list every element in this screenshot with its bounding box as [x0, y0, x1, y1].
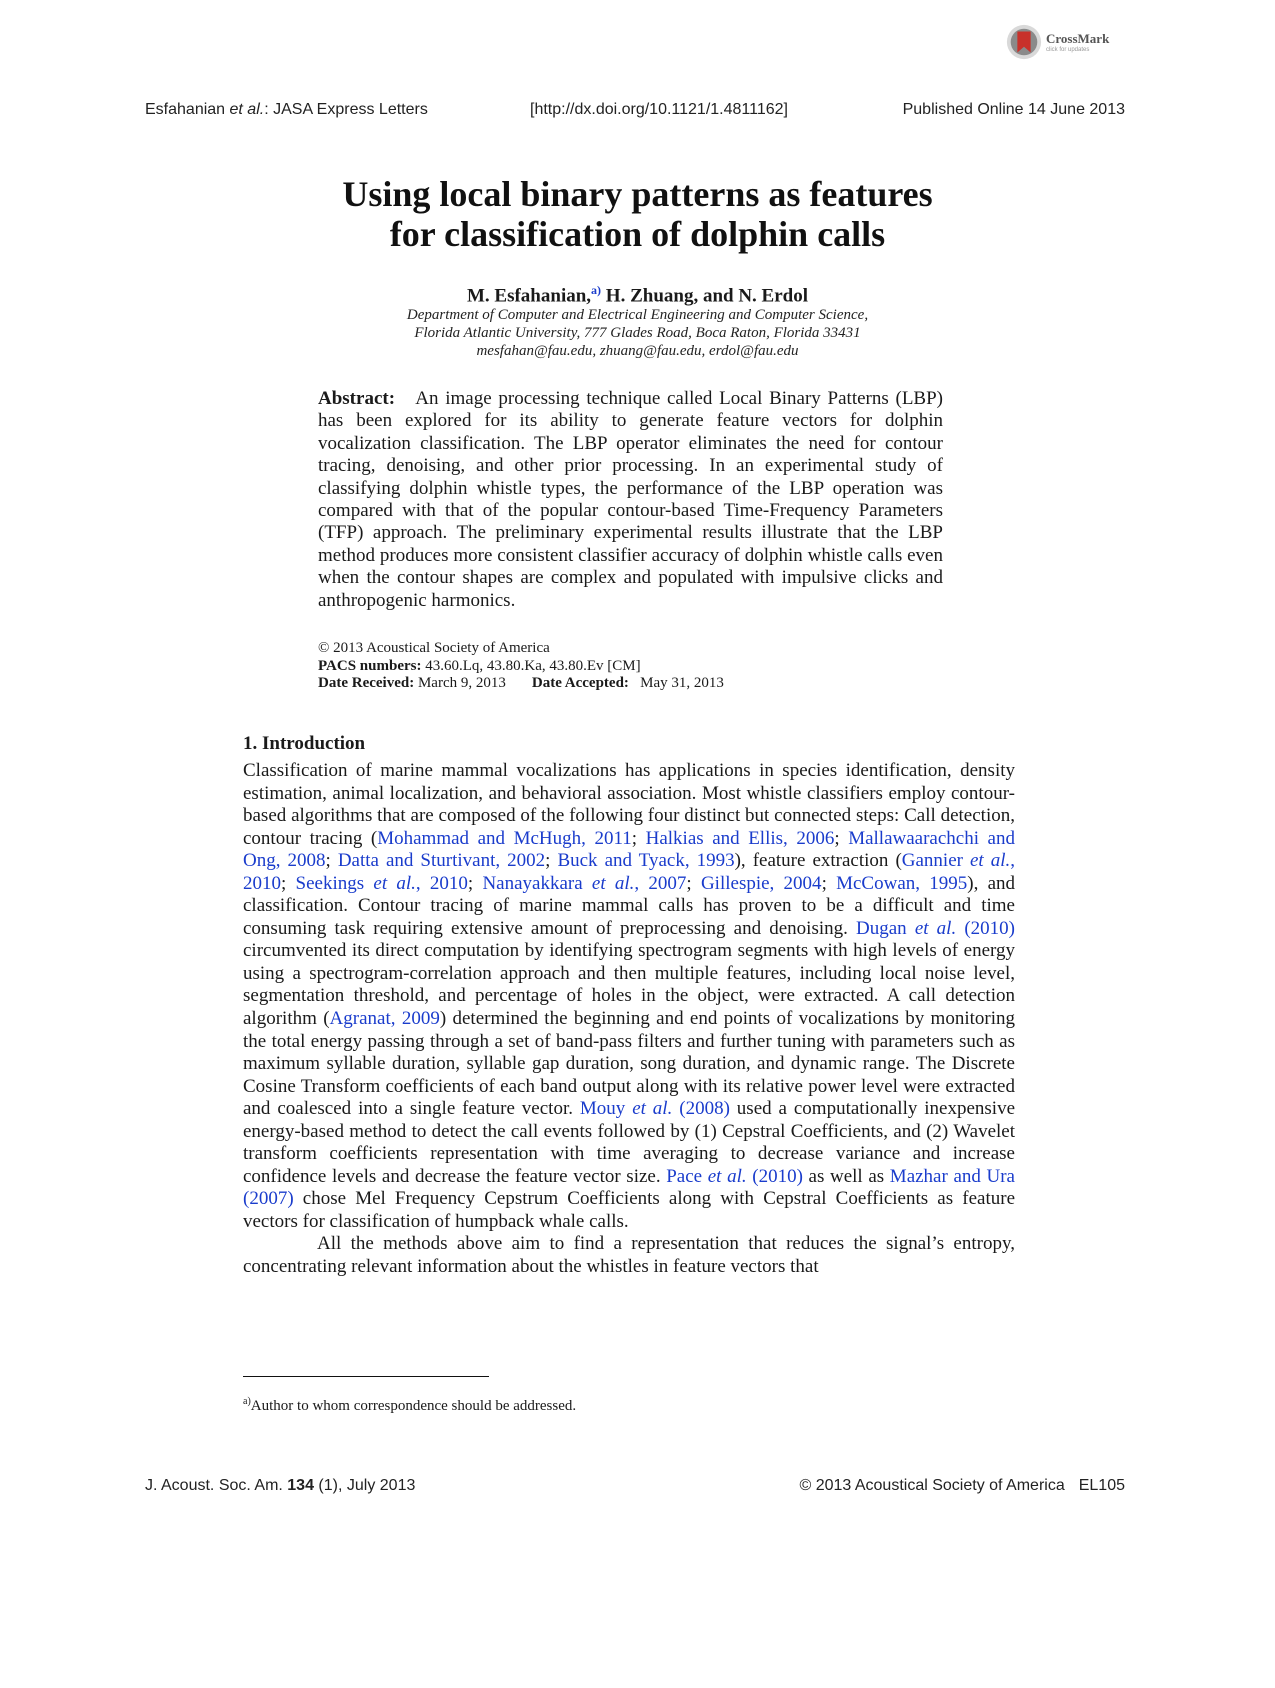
body-span: ), and classification. Contour tracing of marine mammal calls has proven to be a difficult and time consuming task requiring extensive amount of preprocessing and denoising. — [243, 872, 1016, 939]
body-span: ; — [686, 872, 701, 894]
received-label: Date Received: — [318, 675, 415, 691]
citation-author: Gannier — [901, 850, 970, 872]
citation-link[interactable]: Gillespie, 2004 — [700, 872, 822, 894]
body-span: chose Mel Frequency Cepstrum Coefficients along with Cepstral Coefficients as feature vectors for classification of humpback whale calls. — [243, 1188, 1015, 1232]
footer-journal: J. Acoust. Soc. Am. — [145, 1477, 288, 1494]
title-line-1: Using local binary patterns as features — [342, 174, 933, 214]
page-number: EL105 — [1078, 1477, 1125, 1494]
citation-etal: et al. — [914, 917, 957, 939]
footnote-mark: a) — [243, 1396, 251, 1407]
citation-etal: et al. — [632, 1098, 673, 1120]
body-span: circumvented its direct computation by identifying spectrogram segments with high levels of energy using a spectrogram-correlation approach and then multiple features, including local noise level, segmentation threshold, and percentage of holes in the object, were extracted. A call detection algorithm ( — [243, 940, 1015, 1030]
author-1: M. Esfahanian, — [466, 285, 592, 307]
body-span: ), feature extraction ( — [734, 850, 902, 872]
body-span: as well as — [802, 1165, 890, 1187]
running-head — [145, 101, 1125, 123]
abstract — [318, 388, 943, 612]
citation-link[interactable] — [580, 1098, 730, 1119]
citation-year: , 2010 — [243, 850, 1016, 894]
citation-link[interactable]: Halkias and Ellis, 2006 — [645, 827, 835, 849]
citation-etal: et al. — [373, 872, 416, 894]
pacs-line — [318, 658, 943, 676]
citation-link[interactable] — [296, 873, 468, 894]
section-heading: 1. Introduction — [243, 733, 366, 754]
affiliation-line-2: Florida Atlantic University, 777 Glades Road, Boca Raton, Florida 33431 — [414, 325, 861, 341]
dates-line — [318, 675, 943, 693]
running-head-doi[interactable]: [http://dx.doi.org/10.1121/1.4811162] — [530, 101, 788, 118]
crossmark-subtitle: click for updates — [1046, 46, 1090, 53]
author-others: H. Zhuang, and N. Erdol — [601, 285, 809, 307]
title-line-2: for classification of dolphin calls — [389, 214, 886, 254]
citation-link[interactable]: Mohammad and McHugh, 2011 — [377, 827, 632, 849]
citation-link[interactable]: Mallawaarachchi and Ong, 2008 — [243, 827, 1015, 872]
body-span: ; — [545, 850, 558, 872]
footnote-text: Author to whom correspondence should be addressed. — [250, 1398, 577, 1414]
citation-author: Seekings — [295, 872, 374, 894]
running-head-journal: : JASA Express Letters — [264, 101, 428, 118]
footer-copyright: © 2013 Acoustical Society of America — [799, 1477, 1065, 1494]
citation-author: Pace — [666, 1165, 708, 1187]
running-head-etal: et al. — [229, 101, 265, 118]
author-footnote-mark[interactable]: a) — [591, 283, 602, 297]
citation-link[interactable] — [856, 918, 1015, 939]
citation-etal: et al. — [591, 872, 635, 894]
citation-link[interactable]: Buck and Tyack, 1993 — [557, 850, 735, 872]
body-span: ; — [631, 827, 646, 849]
footer-issue: (1), July 2013 — [313, 1477, 416, 1494]
citation-year: , 2007 — [634, 872, 687, 894]
footer-volume: 134 — [287, 1477, 314, 1494]
footer-right — [799, 1477, 1125, 1495]
crossmark-title: CrossMark — [1046, 30, 1110, 46]
body-span: ; — [834, 827, 849, 849]
citation-link[interactable]: McCowan, 1995 — [836, 872, 968, 894]
citation-author: Dugan — [856, 917, 915, 939]
body-span: ) determined the beginning and end points of vocalizations by monitoring the total energy passing through a set of band-pass filters and further tuning with parameters such as maximum syllable duration, syllable gap duration, song duration, and dynamic range. The Discrete Cosine Transform coefficients of each band output along with its relative power level were extracted and coalesced into a single feature vector. — [243, 1008, 1015, 1120]
paragraph-2: All the methods above aim to find a representation that reduces the signal’s entropy, concentrating relevant information about the whistles in feature vectors that — [243, 1233, 1015, 1278]
citation-etal: et al. — [970, 850, 1011, 872]
crossmark-icon — [1005, 23, 1043, 61]
citation-link[interactable] — [482, 873, 686, 894]
footnote — [243, 1396, 576, 1415]
citation-year: (2008) — [672, 1098, 730, 1120]
running-head-published: Published Online 14 June 2013 — [902, 101, 1125, 118]
running-head-left — [145, 101, 428, 119]
citation-etal: et al. — [707, 1165, 747, 1187]
body-text — [243, 760, 1015, 1279]
citation-link[interactable] — [666, 1166, 803, 1187]
affiliation-line-1: Department of Computer and Electrical Engineering and Computer Science, — [406, 307, 869, 323]
citation-link[interactable]: Datta and Sturtivant, 2002 — [337, 850, 546, 872]
footnote-rule — [243, 1376, 489, 1377]
paragraph-1 — [243, 760, 1015, 1233]
received-value: March 9, 2013 — [417, 675, 506, 691]
article-meta — [318, 640, 943, 693]
footer-citation — [145, 1477, 415, 1495]
running-head-author: Esfahanian — [145, 101, 226, 118]
body-span: ; — [821, 872, 837, 894]
abstract-text: An image processing technique called Local Binary Patterns (LBP) has been explored for its ability to generate feature vectors for dolphin vocalization classification. The LBP operator eliminates the need for contour tracing, denoising, and other prior processing. In an experimental study of classifying dolphin whistle types, the performance of the LBP operation was compared with that of the popular contour-based Time-Frequency Parameters (TFP) approach. The preliminary experimental results illustrate that the LBP method produces more consistent classifier accuracy of dolphin whistle calls even when the contour shapes are complex and populated with impulsive clicks and anthropogenic harmonics. — [318, 388, 944, 611]
page-footer — [145, 1477, 1125, 1499]
accepted-label: Date Accepted: — [531, 675, 629, 691]
body-span: ; — [325, 850, 338, 872]
citation-year: (2010) — [746, 1165, 803, 1187]
body-span: Classification of marine mammal vocalizations has applications in species identification, density estimation, animal localization, and behavioral association. Most whistle classifiers employ contour-based algorithms that are composed of the following four distinct but connected steps: Call detection, contour tracing ( — [243, 760, 1015, 849]
body-span: ; — [281, 872, 296, 894]
crossmark-badge[interactable] — [1005, 22, 1125, 62]
citation-author: Mouy — [579, 1098, 633, 1120]
pacs-label: PACS numbers: — [318, 657, 422, 674]
accepted-value: May 31, 2013 — [640, 675, 724, 691]
citation-link[interactable]: Mazhar and Ura (2007) — [243, 1165, 1015, 1210]
citation-author: Nanayakkara — [482, 872, 592, 894]
body-span: used a computationally inexpensive energy-based method to detect the call events followed by (1) Cepstral Coefficients, and (2) Wavelet transform coefficients representation with time averaging to decrease variance and increase confidence levels and decrease the feature vector size. — [243, 1098, 1016, 1187]
citation-year: (2010) — [956, 917, 1016, 939]
copyright-line: © 2013 Acoustical Society of America — [318, 640, 550, 656]
affiliation — [0, 306, 1275, 360]
pacs-value: 43.60.Lq, 43.80.Ka, 43.80.Ev [CM] — [425, 657, 641, 674]
abstract-label: Abstract: — [318, 388, 396, 409]
author-list — [0, 283, 1275, 307]
author-emails: mesfahan@fau.edu, zhuang@fau.edu, erdol@fau.edu — [476, 343, 799, 359]
paper-title — [0, 174, 1275, 254]
citation-link[interactable]: Agranat, 2009 — [329, 1008, 440, 1030]
citation-year: , 2010 — [415, 872, 468, 894]
body-span: ; — [467, 872, 483, 894]
